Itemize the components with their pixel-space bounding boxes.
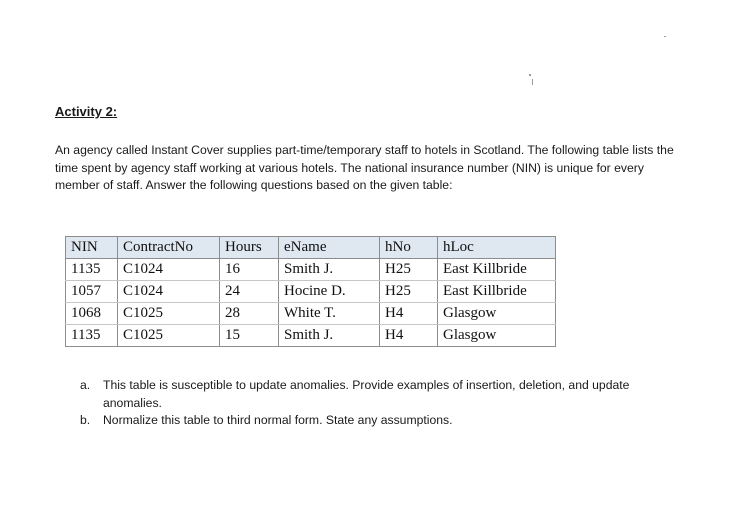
scan-speck (532, 79, 533, 85)
table-row (66, 303, 556, 325)
question-label: b. (80, 413, 91, 427)
cell-ename: Smith J. (279, 325, 380, 347)
cell-contractno: C1025 (118, 325, 220, 347)
cell-nin: 1057 (66, 281, 118, 303)
scan-speck (664, 36, 666, 37)
cell-nin: 1135 (66, 325, 118, 347)
question-item (80, 377, 660, 412)
question-text: This table is susceptible to update anomalies. Provide examples of insertion, deletion, and update anomalies. (103, 378, 630, 410)
cell-hloc: East Killbride (438, 281, 556, 303)
question-list (80, 377, 660, 430)
activity-heading: Activity 2: (55, 104, 118, 119)
cell-hours: 16 (220, 259, 279, 281)
cell-contractno: C1025 (118, 303, 220, 325)
cell-hloc: Glasgow (438, 325, 556, 347)
cell-hours: 15 (220, 325, 279, 347)
question-text: Normalize this table to third normal form. State any assumptions. (103, 413, 453, 427)
cell-hours: 28 (220, 303, 279, 325)
cell-contractno: C1024 (118, 259, 220, 281)
cell-ename: White T. (279, 303, 380, 325)
column-header-nin: NIN (66, 237, 118, 259)
table-row (66, 325, 556, 347)
cell-contractno: C1024 (118, 281, 220, 303)
table-row (66, 281, 556, 303)
column-header-hloc: hLoc (438, 237, 556, 259)
column-header-ename: eName (279, 237, 380, 259)
column-header-hours: Hours (220, 237, 279, 259)
staff-hours-table-container (65, 236, 556, 347)
question-item (80, 412, 660, 430)
table-row (66, 259, 556, 281)
cell-hloc: East Killbride (438, 259, 556, 281)
table-header-row (66, 237, 556, 259)
cell-hloc: Glasgow (438, 303, 556, 325)
cell-hours: 24 (220, 281, 279, 303)
cell-nin: 1135 (66, 259, 118, 281)
column-header-contractno: ContractNo (118, 237, 220, 259)
staff-hours-table (65, 236, 556, 347)
intro-paragraph: An agency called Instant Cover supplies part-time/temporary staff to hotels in Scotland. The following table lists the time spent by agency staff working at various hotels. The national insurance number (NIN) is unique for every member of staff. Answer the following questions based on the given table: (55, 143, 674, 192)
scan-speck (529, 74, 531, 76)
cell-hno: H25 (380, 281, 438, 303)
cell-hno: H4 (380, 325, 438, 347)
cell-nin: 1068 (66, 303, 118, 325)
cell-hno: H25 (380, 259, 438, 281)
cell-ename: Smith J. (279, 259, 380, 281)
cell-ename: Hocine D. (279, 281, 380, 303)
cell-hno: H4 (380, 303, 438, 325)
question-label: a. (80, 378, 91, 392)
column-header-hno: hNo (380, 237, 438, 259)
